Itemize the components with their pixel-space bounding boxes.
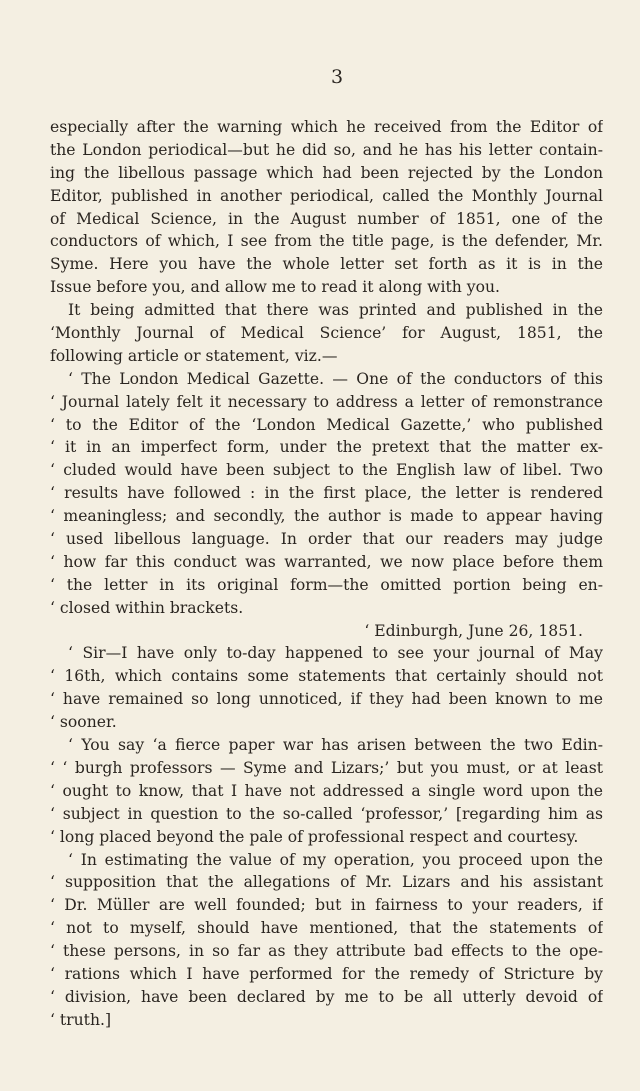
text-line: ‘ long placed beyond the pale of professional respect and courtesy. [50,827,579,846]
text-line: especially after the warning which he received from the Editor of [50,118,603,136]
text-line: ‘ it in an imperfect form, under the pretext that the matter ex- [50,438,603,457]
text-line: It being admitted that there was printed and published in the [68,301,603,320]
text-line: ‘ cluded would have been subject to the English law of libel. Two [50,461,603,480]
text-line: Syme. Here you have the whole letter set forth as it is in the [50,255,603,274]
text-line: conductors of which, I see from the title page, is the defender, Mr. [50,232,603,251]
text-line: ‘ subject in question to the so-called ‘professor,’ [regarding him as [50,804,603,823]
text-line: ‘ the letter in its original form—the omitted portion being en- [50,575,603,594]
text-line: ‘Monthly Journal of Medical Science’ for August, 1851, the [50,324,603,343]
page-number: 3 [330,66,345,88]
text-line: ‘ 16th, which contains some statements that certainly should not [50,667,603,686]
text-line: ‘ not to myself, should have mentioned, that the statements of [50,919,603,938]
body-text [50,116,603,1032]
text-line: following article or statement, viz.— [50,346,338,365]
text-line: ‘ to the Editor of the ‘London Medical Gazette,’ who published [50,415,603,434]
text-line: ‘ ought to know, that I have not addressed a single word upon the [50,781,603,800]
text-line: ‘ supposition that the allegations of Mr. Lizars and his assistant [50,873,603,892]
text-line: ‘ Edinburgh, June 26, 1851. [364,621,583,640]
text-line: ‘ meaningless; and secondly, the author is made to appear having [50,507,603,526]
text-line: ‘ results have followed : in the first place, the letter is rendered [50,484,603,503]
text-line: ‘ used libellous language. In order that our readers may judge [50,530,603,549]
text-line: ‘ these persons, in so far as they attribute bad effects to the ope- [50,942,603,961]
text-line: ‘ division, have been declared by me to be all utterly devoid of [50,987,603,1006]
text-line: ‘ how far this conduct was warranted, we now place before them [50,552,603,571]
text-line: ‘ rations which I have performed for the remedy of Stricture by [50,964,603,983]
text-line: ‘ You say ‘a fierce paper war has arisen between the two Edin- [68,736,603,755]
text-line: ‘ truth.] [50,1010,112,1029]
text-line: ‘ have remained so long unnoticed, if they had been known to me [50,690,603,709]
text-line: ‘ sooner. [50,713,117,732]
text-line: ‘ In estimating the value of my operation, you proceed upon the [68,850,603,869]
text-line: ‘ closed within brackets. [50,598,244,617]
text-line: ‘ Dr. Müller are well founded; but in fairness to your readers, if [50,896,603,915]
text-line: ‘ The London Medical Gazette. — One of the conductors of this [68,369,603,388]
text-line: of Medical Science, in the August number of 1851, one of the [50,209,603,228]
text-line: ‘ Sir—I have only to-day happened to see your journal of May [68,644,603,663]
text-line: ‘ Journal lately felt it necessary to address a letter of remonstrance [50,392,603,411]
text-line: Editor, published in another periodical, called the Monthly Journal [50,186,603,205]
text-line: Issue before you, and allow me to read it along with you. [50,278,500,297]
text-line: the London periodical—but he did so, and he has his letter contain- [50,140,603,159]
text-line: ‘ ‘ burgh professors — Syme and Lizars;’ but you must, or at least [50,758,603,777]
text-line: ing the libellous passage which had been rejected by the London [50,163,603,182]
